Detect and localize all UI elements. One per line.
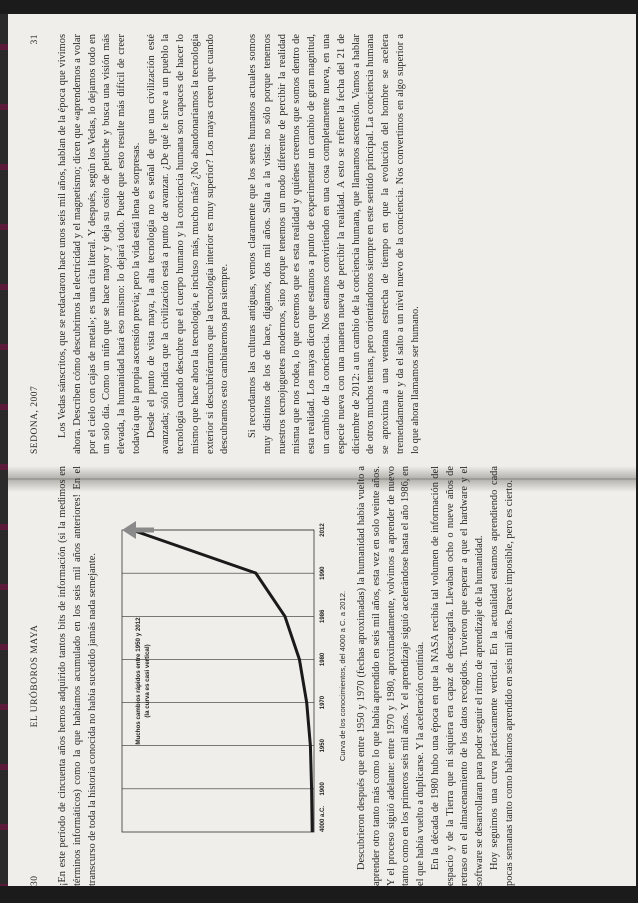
paragraph: Desde el punto de vista maya, la alta tecnología no es señal de que una civilización esté avanzada; sólo indica que la civilización está a punto de avanzar. ¿De qué le sirve a un pueblo la tecnología cuando descubre que el cuerpo humano y la conciencia humana son capaces de hacer lo mismo que hace ahora la tecnología, e incluso más, mucho más? ¿No abandonaríamos la tecnología exterior si descubriéramos que la tecnología interior es muy superior? Los mayas creen que cuando descubramos esto cambiaremos para siempre. <box>145 34 231 454</box>
knowledge-curve-line <box>132 530 312 832</box>
figure-caption: Curva de los conocimientos, del 4000 a C. a 2012. <box>338 590 348 762</box>
running-head: SEDONA, 2007 <box>30 385 40 454</box>
knowledge-curve-figure <box>108 496 332 856</box>
chart-subtitle: (la curva es casi vertical) <box>144 644 152 718</box>
knowledge-curve-chart <box>108 496 332 856</box>
paragraph: Hoy seguimos una curva prácticamente vertical. En la actualidad estamos aprendiendo cada pocas semanas tanto como habíamos aprendido en seis mil años. Parece imposible, pero es cierto. <box>488 466 515 886</box>
scanner-bottom <box>0 886 638 903</box>
x-tick-label: 1990 <box>320 566 327 580</box>
x-tick-label: 1950 <box>320 739 327 753</box>
x-tick-label: 1980 <box>320 652 327 667</box>
x-tick-label: 4000 a.C. <box>320 805 327 832</box>
curve-arrow-head <box>122 521 136 539</box>
page-header <box>30 466 46 886</box>
page-number: 31 <box>30 34 40 45</box>
page-31 <box>30 34 630 454</box>
chart-title: Muchos cambios rápidos entre 1950 y 2012 <box>135 617 143 745</box>
paragraph: Si recordamos las culturas antiguas, vemos claramente que los seres humanos actuales somos muy distintos de los de hace, digamos, dos mil años. Salta a la vista: no sólo porque tenemos nuestros tecnojuguetes modernos, sino porque tenemos un modo diferente de percibir la realidad misma que nos rodea, lo que creemos que es esta realidad y quiénes creemos que somos dentro de esta realidad. Los mayas dicen que estamos a punto de experimentar un cambio de gran magnitud, un cambio de la conciencia. Nos estamos convirtiendo en una cosa completamente nueva, en una especie nueva con una manera nueva de percibir la realidad. A esto se refiere la fecha del 21 de diciembre de 2012: a un cambio de la conciencia humana, que llamamos ascensión. Vamos a hablar de otros muchos temas, pero orientándonos siempre en este sentido principal. La conciencia humana se aproxima a una ventana estrecha de tiempo en que la evolución del hombre se acelera tremendamente y da el salto a un nivel nuevo de la conciencia. Nos convertimos en algo superior a lo que ahora llamamos ser humano. <box>247 34 421 454</box>
page-body <box>56 466 518 886</box>
paragraph: En la década de 1980 hubo una época en que la NASA recibía tal volumen de información del espacio y de la Tierra que ni siquiera era capaz de descargarla. Llevaban ocho o nueve años de retraso en el almacenamiento de los datos recogidos. Tuvieron que esperar a que el hardware y el software se desarrollaran para poder seguir el ritmo de aprendizaje de la humanidad. <box>429 466 486 886</box>
x-tick-label: 1986 <box>320 609 327 623</box>
page-30 <box>30 466 630 886</box>
paragraph: Descubrieron después que entre 1950 y 1970 (fechas aproximadas) la humanidad había vuelto a aprender otro tanto más como lo que había aprendido en seis mil años, esta vez en solo veinte años. Y el proceso siguió adelante: entre 1970 y 1980, aproximadamente, volvimos a aprender de nuevo tanto como en los primeros seis mil años. Y el aprendizaje siguió acelerándose hasta el año 1986, en el que había vuelto a duplicarse. Y la aceleración continúa. <box>356 466 427 886</box>
running-head: EL URÓBOROS MAYA <box>30 624 40 728</box>
paragraph: Los Vedas sánscritos, que se redactaron hace unos seis mil años, hablan de la época que vivimos ahora. Describen cómo descubrimos la electricidad y el magnetismo; dicen que «aprendemos a volar por el cielo con cajas de metal»; es una cita literal. Y después, según los Vedas, lo dejamos todo en un solo día. Como un niño que se hace mayor y deja su osito de peluche y busca una visión más elevada, la humanidad hará eso mismo: lo dejará todo. Puede que esto resulte más difícil de creer todavía que la propia ascensión previa; pero la vida está llena de sorpresas. <box>57 34 142 454</box>
x-tick-label: 2012 <box>320 523 327 537</box>
x-tick-label: 1970 <box>320 695 327 710</box>
page-body <box>56 34 423 454</box>
x-tick-label: 1900 <box>320 782 327 796</box>
page-header <box>30 34 46 454</box>
page-number: 30 <box>30 875 40 886</box>
paragraph: ¡En este período de cincuenta años hemos adquirido tantos bits de información (si la medimos en términos informáticos) como la que habíamos acumulado en los seis mil años anteriores! En el transcurso de toda la historia conocida no había sucedido jamás nada semejante. <box>57 466 98 886</box>
book-spread <box>8 14 636 886</box>
scanner-edge <box>0 14 8 886</box>
